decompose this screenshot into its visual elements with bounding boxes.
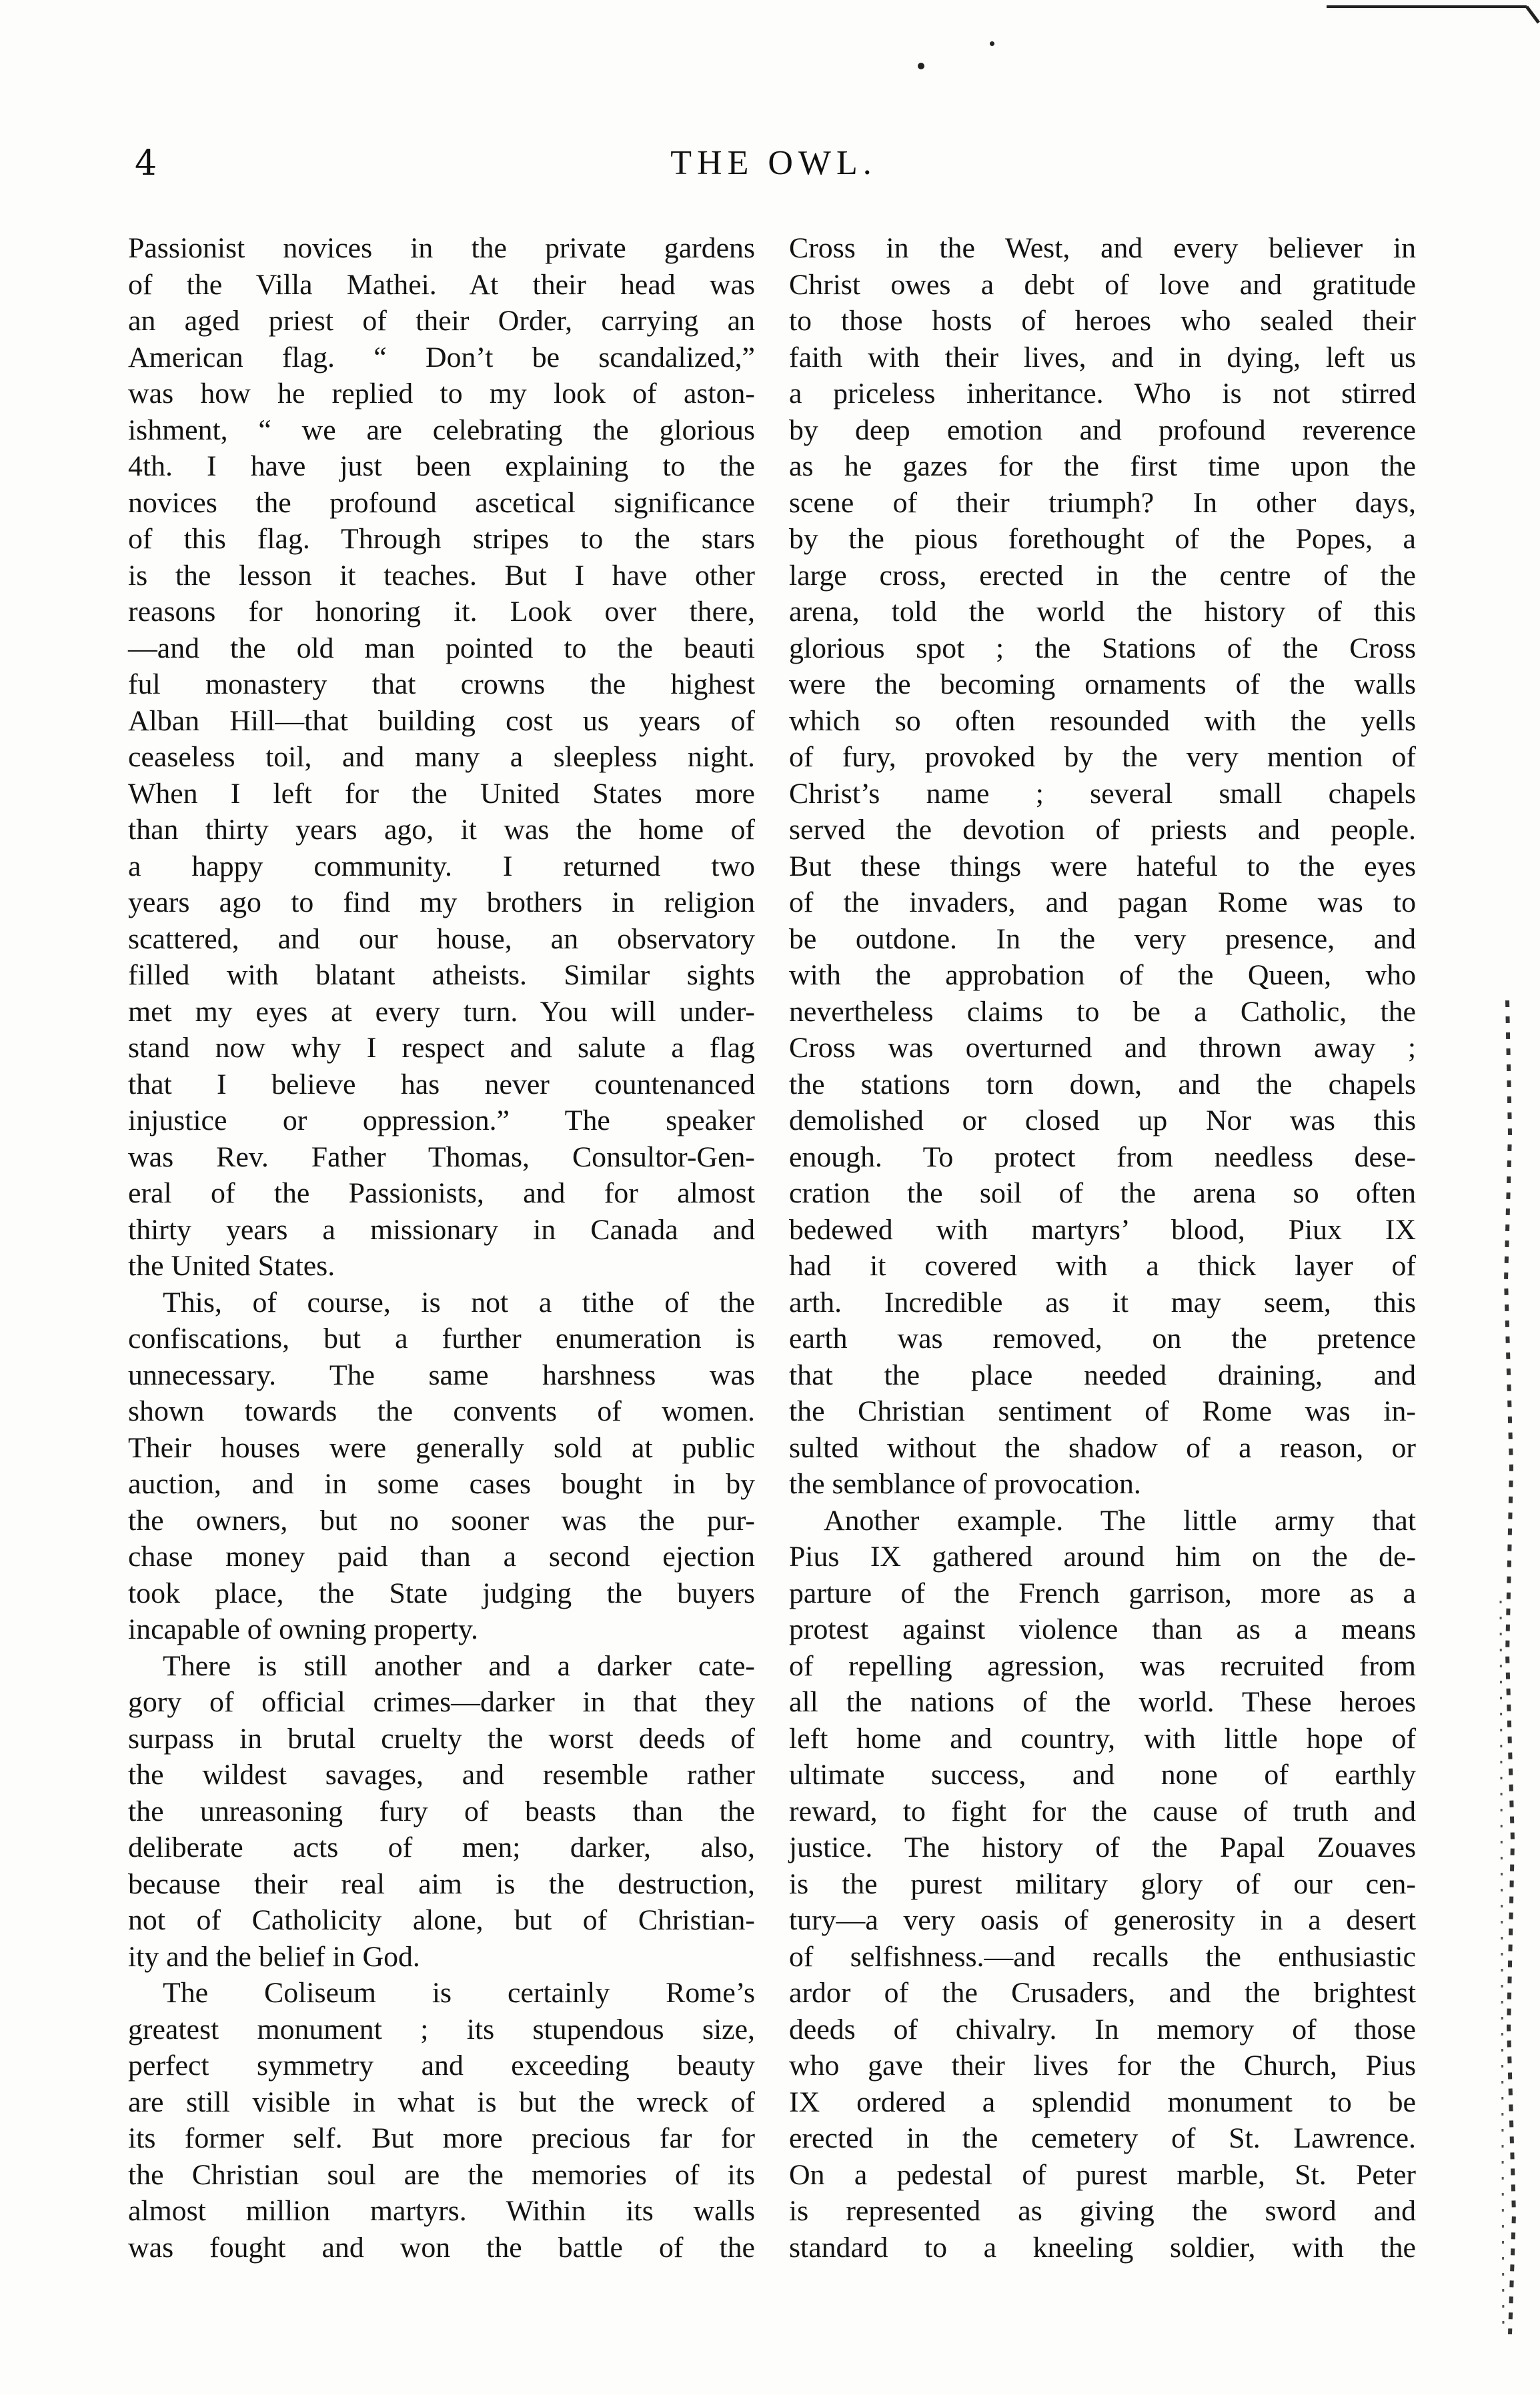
text-line: This, of course, is not a tithe of the [163,1286,755,1319]
text-line: reward, to fight for the cause of truth and [789,1795,1416,1827]
text-line: be outdone. In the very presence, and [789,922,1416,955]
text-line: of selfishness.—and recalls the enthusiastic [789,1940,1416,1973]
text-line: ful monastery that crowns the highest [128,668,755,700]
text-line: incapable of owning property. [128,1613,478,1645]
text-line: injustice or oppression.” The speaker [128,1104,755,1136]
page-number: 4 [135,143,157,183]
text-line: 4th. I have just been explaining to the [128,450,755,482]
text-line: because their real aim is the destruction, [128,1867,755,1900]
text-line: were the becoming ornaments of the walls [789,668,1416,700]
text-line: When I left for the United States more [128,777,755,810]
text-line: unnecessary. The same harshness was [128,1359,755,1391]
text-line: greatest monument ; its stupendous size, [128,2013,755,2046]
text-line: Cross in the West, and every believer in [789,232,1416,264]
text-line: Cross was overturned and thrown away ; [789,1032,1416,1064]
text-line: Passionist novices in the private gardens [128,232,755,264]
text-line: by deep emotion and profound reverence [789,414,1416,446]
text-line: of fury, provoked by the very mention of [789,741,1416,773]
text-line: stand now why I respect and salute a flag [128,1032,755,1064]
right-column [789,230,1416,2266]
running-title: THE OWL. [670,144,877,182]
text-line: to those hosts of heroes who sealed their [789,305,1416,337]
text-line: parture of the French garrison, more as a [789,1577,1416,1609]
text-line: of the invaders, and pagan Rome was to [789,886,1416,918]
text-line: was Rev. Father Thomas, Consultor-Gen- [128,1140,755,1173]
left-column [128,230,755,2266]
text-line: large cross, erected in the centre of the [789,559,1416,592]
text-line: protest against violence than as a means [789,1613,1416,1645]
text-line: But these things were hateful to the eyes [789,850,1416,882]
text-line: There is still another and a darker cate- [163,1649,755,1682]
text-line: surpass in brutal cruelty the worst deeds of [128,1722,755,1755]
text-line: that I believe has never countenanced [128,1068,755,1100]
text-line: its former self. But more precious far for [128,2122,755,2154]
text-line: Their houses were generally sold at public [128,1431,755,1464]
text-line: deliberate acts of men; darker, also, [128,1831,755,1863]
text-line: demolished or closed up Nor was this [789,1104,1416,1136]
text-line: ishment, “ we are celebrating the glorious [128,414,755,446]
text-line: which so often resounded with the yells [789,704,1416,737]
text-line: the owners, but no sooner was the pur- [128,1504,755,1537]
text-line: with the approbation of the Queen, who [789,959,1416,991]
text-line: Another example. The little army that [824,1504,1416,1537]
text-line: confiscations, but a further enumeration is [128,1323,755,1355]
text-line: took place, the State judging the buyers [128,1577,755,1609]
stray-mark [990,41,994,46]
text-line: Christ owes a debt of love and gratitude [789,268,1416,301]
stray-mark [918,63,924,69]
text-line: scattered, and our house, an observatory [128,922,755,955]
scan-edge-noise [1481,1000,1521,2334]
text-line: standard to a kneeling soldier, with the [789,2231,1416,2264]
text-line: the semblance of provocation. [789,1468,1141,1500]
text-line: the wildest savages, and resemble rather [128,1759,755,1791]
text-line: perfect symmetry and exceeding beauty [128,2050,755,2082]
text-line: sulted without the shadow of a reason, or [789,1431,1416,1464]
text-line: met my eyes at every turn. You will under- [128,995,755,1028]
text-line: served the devotion of priests and people. [789,814,1416,846]
text-line: The Coliseum is certainly Rome’s [163,1977,755,2009]
text-line: Pius IX gathered around him on the de- [789,1541,1416,1573]
text-line: eral of the Passionists, and for almost [128,1177,755,1209]
text-line: than thirty years ago, it was the home of [128,814,755,846]
text-line: IX ordered a splendid monument to be [789,2086,1416,2118]
text-line: years ago to find my brothers in religion [128,886,755,918]
page-header [120,143,1427,190]
text-line: nevertheless claims to be a Catholic, the [789,995,1416,1028]
text-line: ardor of the Crusaders, and the brightest [789,1977,1416,2009]
text-line: glorious spot ; the Stations of the Cross [789,632,1416,664]
text-line: is the purest military glory of our cen- [789,1867,1416,1900]
text-line: gory of official crimes—darker in that they [128,1686,755,1718]
text-line: that the place needed draining, and [789,1359,1416,1391]
text-line: of this flag. Through stripes to the stars [128,523,755,555]
text-line: American flag. “ Don’t be scandalized,” [128,341,755,373]
text-line: —and the old man pointed to the beauti [128,632,755,664]
text-line: an aged priest of their Order, carrying an [128,305,755,337]
text-line: cration the soil of the arena so often [789,1177,1416,1209]
text-line: the United States. [128,1250,335,1282]
text-line: all the nations of the world. These heroes [789,1686,1416,1718]
text-line: justice. The history of the Papal Zouaves [789,1831,1416,1863]
text-line: of repelling agression, was recruited from [789,1649,1416,1682]
text-line: the stations torn down, and the chapels [789,1068,1416,1100]
text-line: ity and the belief in God. [128,1940,420,1973]
text-line: of the Villa Mathei. At their head was [128,268,755,301]
text-line: filled with blatant atheists. Similar sights [128,959,755,991]
text-line: On a pedestal of purest marble, St. Peter [789,2158,1416,2191]
text-line: reasons for honoring it. Look over there, [128,596,755,628]
text-line: faith with their lives, and in dying, left us [789,341,1416,373]
text-line: bedewed with martyrs’ blood, Piux IX [789,1213,1416,1246]
text-line: novices the profound ascetical significance [128,486,755,519]
text-line: who gave their lives for the Church, Pius [789,2050,1416,2082]
text-line: as he gazes for the first time upon the [789,450,1416,482]
text-line: is the lesson it teaches. But I have other [128,559,755,592]
text-line: the Christian soul are the memories of its [128,2158,755,2191]
text-line: almost million martyrs. Within its walls [128,2195,755,2227]
text-line: a happy community. I returned two [128,850,755,882]
text-line: Christ’s name ; several small chapels [789,777,1416,810]
text-line: Alban Hill—that building cost us years of [128,704,755,737]
text-line: by the pious forethought of the Popes, a [789,523,1416,555]
text-line: the unreasoning fury of beasts than the [128,1795,755,1827]
text-line: the Christian sentiment of Rome was in- [789,1395,1416,1427]
text-line: left home and country, with little hope of [789,1722,1416,1755]
text-line: ultimate success, and none of earthly [789,1759,1416,1791]
text-line: not of Catholicity alone, but of Christian- [128,1904,755,1936]
text-line: is represented as giving the sword and [789,2195,1416,2227]
text-line: are still visible in what is but the wreck of [128,2086,755,2118]
text-line: had it covered with a thick layer of [789,1250,1416,1282]
text-line: was fought and won the battle of the [128,2231,755,2264]
text-line: shown towards the convents of women. [128,1395,755,1427]
text-line: ceaseless toil, and many a sleepless night. [128,741,755,773]
text-line: arth. Incredible as it may seem, this [789,1286,1416,1319]
text-line: thirty years a missionary in Canada and [128,1213,755,1246]
text-line: deeds of chivalry. In memory of those [789,2013,1416,2046]
text-line: erected in the cemetery of St. Lawrence. [789,2122,1416,2154]
text-line: chase money paid than a second ejection [128,1541,755,1573]
text-line: enough. To protect from needless dese- [789,1140,1416,1173]
text-line: was how he replied to my look of aston- [128,377,755,410]
text-line: scene of their triumph? In other days, [789,486,1416,519]
text-line: auction, and in some cases bought in by [128,1468,755,1500]
text-line: a priceless inheritance. Who is not stirred [789,377,1416,410]
corner-scan-mark [1327,0,1540,27]
text-line: earth was removed, on the pretence [789,1323,1416,1355]
text-line: tury—a very oasis of generosity in a desert [789,1904,1416,1936]
text-line: arena, told the world the history of this [789,596,1416,628]
